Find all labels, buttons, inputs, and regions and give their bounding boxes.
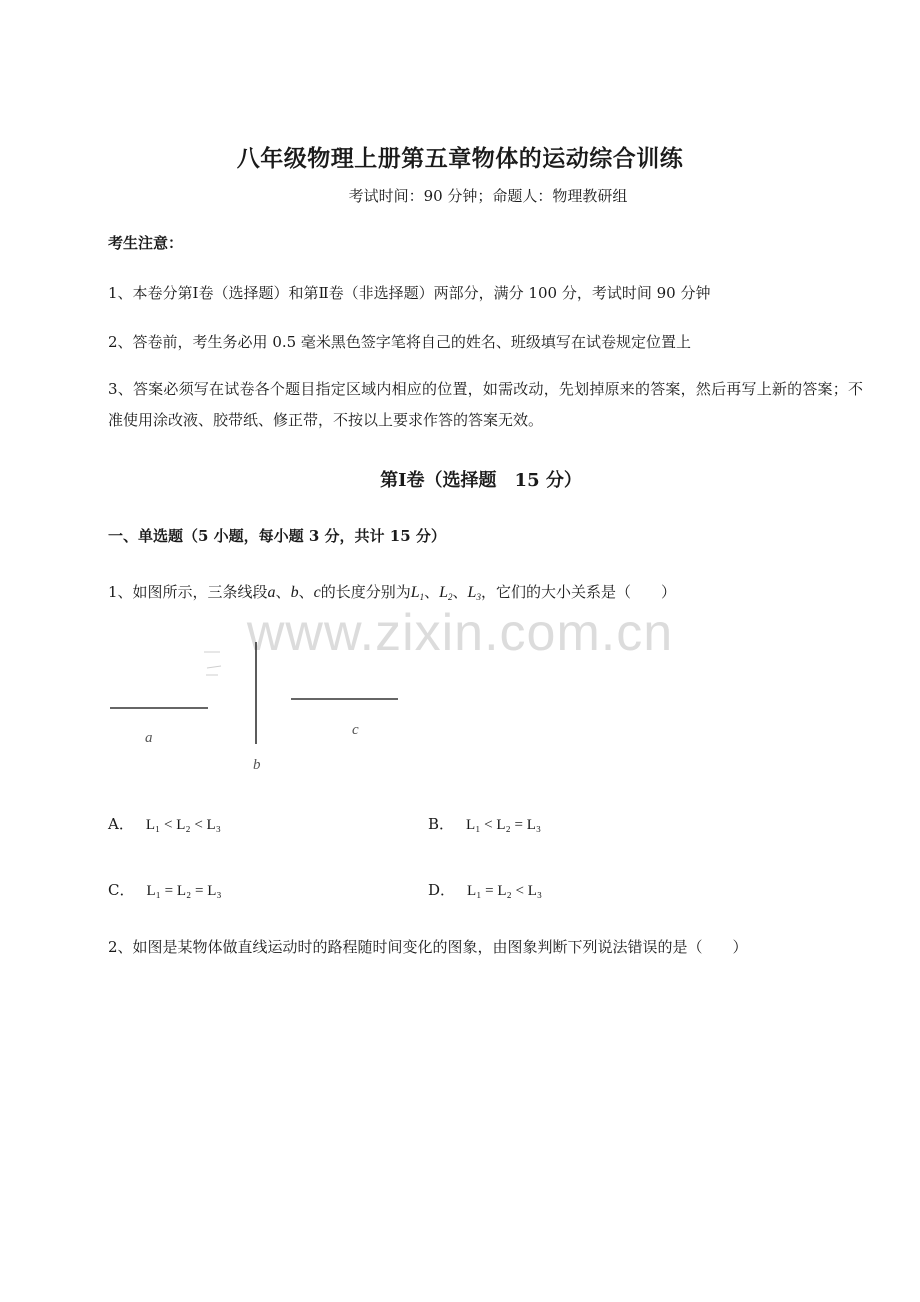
section-title: 第Ⅰ卷（选择题 15 分） — [380, 470, 582, 491]
separator: 、 — [452, 583, 468, 601]
option-b[interactable] — [428, 813, 541, 834]
option-expression: L₁ < L₂ < L₃ — [145, 817, 221, 833]
part-heading: 一、单选题（5 小题，每小题 3 分，共计 15 分） — [108, 527, 446, 545]
notice-item-1: 1、本卷分第Ⅰ卷（选择题）和第Ⅱ卷（非选择题）两部分，满分 100 分，考试时间 90 分钟 — [108, 284, 711, 302]
scan-mark — [207, 666, 221, 668]
length-L2: $L_2$ — [439, 584, 453, 602]
option-a[interactable] — [108, 813, 221, 834]
separator: 、 — [275, 583, 291, 601]
page-title: 八年级物理上册第五章物体的运动综合训练 — [236, 145, 684, 172]
notice-item-3: 3、答案必须写在试卷各个题目指定区域内相应的位置，如需改动，先划掉原来的答案，然后再写上新的答案；不准使用涂改液、胶带纸、修正带，不按以上要求作答的答案无效。 — [108, 380, 863, 429]
segment-a-label: a — [145, 730, 153, 746]
question-2: 2、如图是某物体做直线运动时的路程随时间变化的图象，由图象判断下列说法错误的是（ ） — [108, 938, 748, 956]
length-L1: $L_1$ — [410, 584, 425, 602]
option-expression: L₁ < L₂ = L₃ — [466, 817, 542, 833]
notice-item-2: 2、答卷前，考生务必用 0.5 毫米黑色签字笔将自己的姓名、班级填写在试卷规定位置上 — [108, 333, 691, 351]
option-letter: C． — [108, 881, 135, 899]
segment-a-symbol: a — [267, 584, 276, 601]
separator: 、 — [424, 583, 440, 601]
notice-heading: 考生注意： — [108, 234, 184, 252]
question-1-mid: 的长度分别为 — [320, 583, 411, 601]
separator: 、 — [298, 583, 314, 601]
option-letter: A． — [108, 815, 134, 833]
option-c[interactable] — [108, 879, 222, 900]
segment-c-symbol: c — [313, 584, 321, 601]
segment-b-label: b — [253, 757, 261, 773]
segment-b-symbol: b — [290, 584, 299, 601]
question-1-suffix: ，它们的大小关系是（ ） — [480, 583, 676, 601]
question-1-prefix: 1、如图所示，三条线段 — [108, 583, 268, 601]
exam-info: 考试时间：90 分钟；命题人：物理教研组 — [348, 187, 628, 205]
option-expression: L₁ = L₂ = L₃ — [146, 883, 222, 899]
option-letter: B． — [428, 815, 455, 833]
option-letter: D． — [428, 881, 456, 899]
question-1 — [108, 581, 676, 602]
option-expression: L₁ = L₂ < L₃ — [467, 883, 543, 899]
option-d[interactable] — [428, 879, 542, 900]
line-segments-figure — [100, 630, 420, 780]
watermark: www.zixin.com.cn — [246, 604, 674, 662]
length-L3: $L_3$ — [467, 584, 481, 602]
segment-c-label: c — [352, 722, 359, 738]
